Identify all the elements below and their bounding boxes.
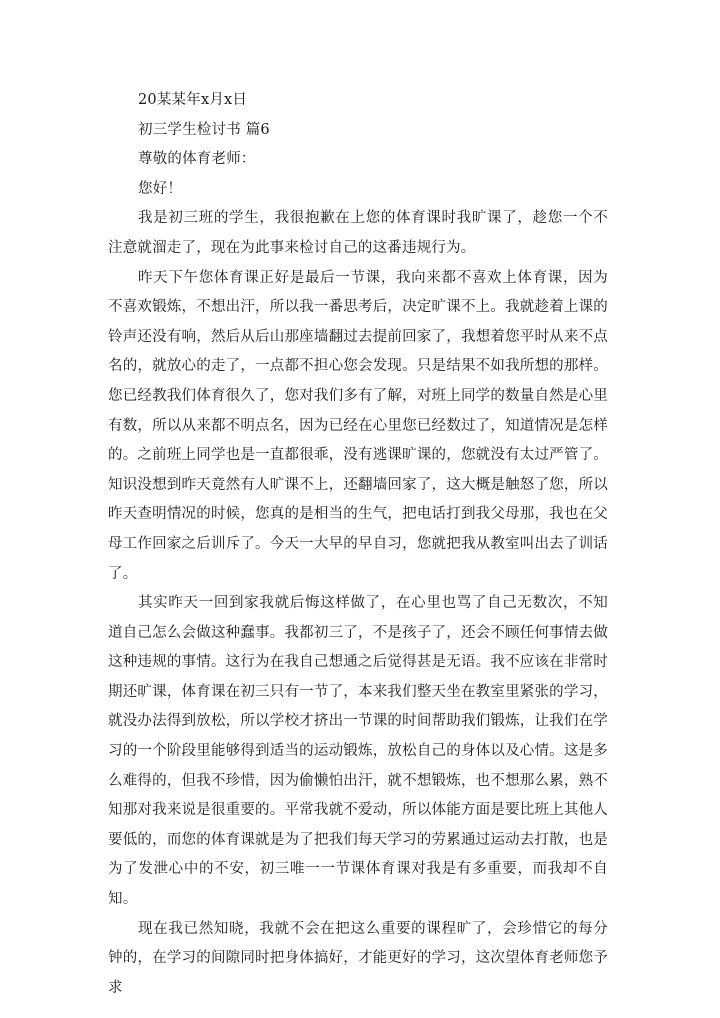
salutation: 尊敬的体育老师： — [138, 151, 256, 168]
paragraph-2: 昨天下午您体育课正好是最后一节课，我向来都不喜欢上体育课，因为不喜欢锻炼，不想出汗，所以我一番思考后，决定旷课不上。我就趁着上课的铃声还没有响，然后从后山那座墙翻过去提前回家了，我想着您平时从来不点名的，就放心的走了，一点都不担心您会发现。只是结果不如我所想的那样。您已经教我们体育很久了，您对我们多有了解，对班上同学的数量自然是心里有数，所以从来都不明点名，因为已经在心里您已经数过了，知道情况是怎样的。之前班上同学也是一直都很乖，没有逃课旷课的，您就没有太过严管了。知识没想到昨天竟然有人旷课不上，还翻墙回家了，这大概是触怒了您，所以昨天查明情况的时候，您真的是相当的生气，把电话打到我父母那，我也在父母工作回家之后训斥了。今天一大早的早自习，您就把我从教室叫出去了训话了。 — [108, 269, 608, 582]
greeting: 您好！ — [138, 180, 183, 197]
paragraph-3: 其实昨天一回到家我就后悔这样做了，在心里也骂了自己无数次，不知道自己怎么会做这种蠢事。我都初三了，不是孩子了，还会不顾任何事情去做这种违规的事情。这行为在我自己想通之后觉得甚是无语。我不应该在非常时期还旷课，体育课在初三只有一节了，本来我们整天坐在教室里紧张的学习，就没办法得到放松，所以学校才挤出一节课的时间帮助我们锻炼，让我们在学习的一个阶段里能够得到适当的运动锻炼，放松自己的身体以及心情。这是多么难得的，但我不珍惜，因为偷懒怕出汗，就不想锻炼，也不想那么累，熟不知那对我来说是很重要的。平常我就不爱动，所以体能方面是要比班上其他人要低的，而您的体育课就是为了把我们每天学习的劳累通过运动去打散，也是为了发泄心中的不安，初三唯一一节课体育课对我是有多重要，而我却不自知。 — [108, 595, 608, 908]
document-page — [108, 86, 608, 1003]
paragraph-1: 我是初三班的学生，我很抱歉在上您的体育课时我旷课了，趁您一个不注意就溜走了，现在为此事来检讨自己的这番违规行为。 — [108, 210, 608, 256]
document-title: 初三学生检讨书 篇6 — [138, 121, 270, 138]
paragraph-4: 现在我已然知晓，我就不会在把这么重要的课程旷了，会珍惜它的每分钟的，在学习的间隙同时把身体搞好，才能更好的学习，这次望体育老师您予求 — [108, 920, 608, 996]
date-line: 20某某年x月x日 — [138, 92, 248, 108]
